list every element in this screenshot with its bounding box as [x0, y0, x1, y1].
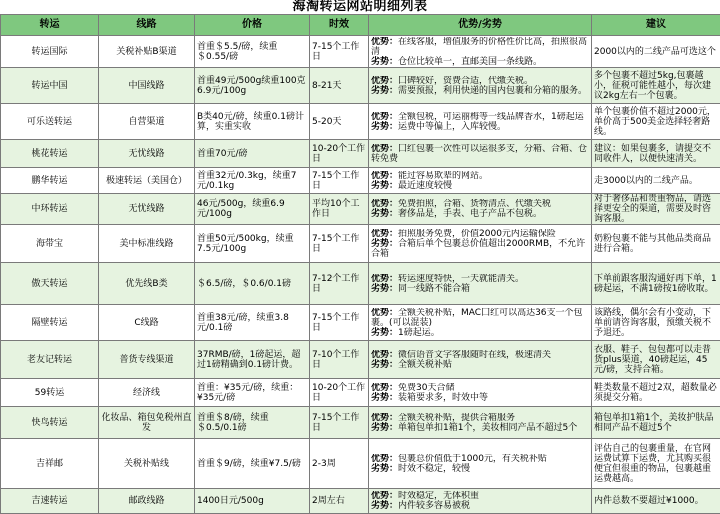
pros-line [371, 112, 589, 122]
cell-price: 46元/500g，续重6.9元/100g [195, 194, 310, 225]
cell-name: 可乐送转运 [1, 104, 99, 140]
table-row [1, 341, 720, 379]
cell-advice: 内件总数不要超过¥1000。 [592, 489, 720, 514]
cell-time: 8-21天 [310, 68, 369, 104]
cell-pros-cons [369, 341, 592, 379]
cons-text: 时效不稳定，较慢 [398, 464, 470, 474]
cons-line [371, 239, 589, 259]
pros-label: 优势： [371, 350, 398, 360]
cell-line: C线路 [99, 305, 195, 341]
cell-pros-cons [369, 379, 592, 407]
table-row [1, 263, 720, 305]
cell-line: 无忧线路 [99, 140, 195, 168]
cell-name: 桃花转运 [1, 140, 99, 168]
cell-pros-cons [369, 194, 592, 225]
cell-price: 首重32元/0.3kg，续重7元/0.1kg [195, 168, 310, 194]
pros-cons-wrap [371, 144, 589, 164]
page-title: 海淘转运网站明细列表 [0, 0, 720, 14]
cell-price: 1400日元/500g [195, 489, 310, 514]
cell-price: 首重＄9/磅，续重¥7.5/磅 [195, 439, 310, 489]
cell-price: 首重＄5.5/磅，续重＄0.55/磅 [195, 36, 310, 68]
pros-label: 优势： [371, 112, 398, 122]
cell-name: 转运国际 [1, 36, 99, 68]
cell-line: 优先线B类 [99, 263, 195, 305]
cons-label: 劣势： [371, 86, 398, 96]
cell-name: 隔壁转运 [1, 305, 99, 341]
cons-text: 全额关税补贴 [398, 360, 452, 370]
pros-label: 优势： [371, 144, 398, 154]
pros-label: 优势： [371, 229, 398, 239]
pros-cons-wrap [371, 454, 589, 474]
pros-text: 在线客服，增值服务的价格性价比高，拍照很高清 [371, 37, 587, 57]
cell-advice: 2000以内的二线产品可选这个 [592, 36, 720, 68]
cell-price: 首重＄8/磅，续重＄0.5/0.1磅 [195, 407, 310, 439]
cons-line [371, 181, 589, 191]
cons-line [371, 86, 589, 96]
cell-time: 7-15个工作日 [310, 36, 369, 68]
cell-line: 关税补贴线 [99, 439, 195, 489]
cell-advice: 建议：如果包裹多，请提交不同收件人，以便快速清关。 [592, 140, 720, 168]
cell-pros-cons [369, 68, 592, 104]
cell-advice: 对于奢侈品和贵重物品，请选择更安全的渠道，需要及时咨询客服。 [592, 194, 720, 225]
header-name: 转运 [1, 15, 99, 36]
cell-pros-cons [369, 263, 592, 305]
pros-text: 囗碑较好，资费合适，代缴关税。 [398, 76, 533, 86]
pros-line [371, 454, 589, 464]
cell-name: 转运中国 [1, 68, 99, 104]
cons-line [371, 328, 589, 338]
pros-line [371, 413, 589, 423]
cons-text: 内件较多容易被税 [398, 501, 470, 511]
table-row [1, 36, 720, 68]
cons-text: 最近速度较慢 [398, 181, 452, 191]
pros-text: 免费拍照，合箱、货物清点、代缴关税 [398, 199, 551, 209]
pros-label: 优势： [371, 199, 398, 209]
cons-label: 劣势： [371, 464, 398, 474]
cell-pros-cons [369, 168, 592, 194]
cons-text: 合箱后单个包裹总价值超出2000RMB，不允许合箱 [371, 239, 585, 259]
cons-text: 同一线路不能合箱 [398, 284, 470, 294]
cons-label: 劣势： [371, 423, 398, 433]
cell-price: 首重：¥35元/磅，续重：¥35元/磅 [195, 379, 310, 407]
cons-label: 劣势： [371, 122, 398, 132]
pros-text: 时效稳定，无体积重 [398, 491, 479, 501]
pros-label: 优势： [371, 171, 398, 181]
table-row [1, 168, 720, 194]
header-time: 时效 [310, 15, 369, 36]
header-advice: 建议 [592, 15, 720, 36]
table-row [1, 407, 720, 439]
cell-price: 首重70元/磅 [195, 140, 310, 168]
cell-line: 中国线路 [99, 68, 195, 104]
pros-text: 全额关税补贴，提供合箱服务 [398, 413, 515, 423]
pros-text: 免费30天合储 [398, 383, 454, 393]
cons-label: 劣势： [371, 209, 398, 219]
pros-line [371, 383, 589, 393]
pros-text: 全额包税，可运丽梅等一线品牌香水，1磅起运 [398, 112, 584, 122]
pros-line [371, 229, 589, 239]
cell-pros-cons [369, 36, 592, 68]
cell-pros-cons [369, 439, 592, 489]
pros-cons-wrap [371, 229, 589, 259]
cell-name: 中环转运 [1, 194, 99, 225]
pros-line [371, 171, 589, 181]
cell-pros-cons [369, 305, 592, 341]
cell-advice: 下单前跟客服沟通好再下单，1磅起运，不满1磅按1磅收取。 [592, 263, 720, 305]
pros-cons-wrap [371, 383, 589, 403]
pros-line [371, 274, 589, 284]
cons-line [371, 122, 589, 132]
pros-label: 优势： [371, 76, 398, 86]
cell-line: 经济线 [99, 379, 195, 407]
pros-text: 全额关税补贴，MAC囗红可以高达36支一个包裹。(可以混装) [371, 308, 583, 328]
cons-line [371, 501, 589, 511]
cons-text: 装箱要求多，时效中等 [398, 393, 488, 403]
pros-text: 包裹总价值低于1000元，有关税补贴 [398, 454, 547, 464]
pros-line [371, 199, 589, 209]
cons-line [371, 284, 589, 294]
cons-label: 劣势： [371, 284, 398, 294]
pros-label: 优势： [371, 491, 398, 501]
cell-pros-cons [369, 140, 592, 168]
header-pros-cons: 优势/劣势 [369, 15, 592, 36]
cell-name: 老友记转运 [1, 341, 99, 379]
table-row [1, 439, 720, 489]
table-row [1, 379, 720, 407]
cell-advice: 衣服、鞋子、包包都可以走普货plus渠道，40磅起运，45元/磅，支持合箱。 [592, 341, 720, 379]
pros-label: 优势： [371, 454, 398, 464]
cell-advice: 多个包裹不超过5kg,包裹越小，征税可能性越小，每次建议2kg左右一个包裹。 [592, 68, 720, 104]
table-row [1, 104, 720, 140]
cell-line: 无忧线路 [99, 194, 195, 225]
table-row [1, 68, 720, 104]
cell-pros-cons [369, 104, 592, 140]
cell-price: 首重50元/500kg，续重7.5元/100g [195, 225, 310, 263]
cell-advice: 走3000以内的二线产品。 [592, 168, 720, 194]
pros-cons-wrap [371, 171, 589, 191]
header-row [1, 15, 720, 36]
pros-label: 优势： [371, 383, 398, 393]
cell-time: 7-15个工作日 [310, 225, 369, 263]
cell-name: 海带宝 [1, 225, 99, 263]
cons-label: 劣势： [371, 393, 398, 403]
pros-text: 拍照服务免费，价值2000元内运输保险 [398, 229, 556, 239]
table-row [1, 489, 720, 514]
table-row [1, 140, 720, 168]
cons-line [371, 57, 589, 67]
cell-line: 邮政线路 [99, 489, 195, 514]
cons-line [371, 360, 589, 370]
cell-pros-cons [369, 225, 592, 263]
cell-line: 美中标准线路 [99, 225, 195, 263]
table-row [1, 194, 720, 225]
cell-line: 普货专线渠道 [99, 341, 195, 379]
cell-time: 7-15个工作日 [310, 407, 369, 439]
cell-time: 2周左右 [310, 489, 369, 514]
pros-text: 能过容易欺辈的网站。 [398, 171, 488, 181]
cons-line [371, 209, 589, 219]
cell-time: 平均10个工作日 [310, 194, 369, 225]
cons-label: 劣势： [371, 501, 398, 511]
pros-cons-wrap [371, 76, 589, 96]
pros-cons-wrap [371, 350, 589, 370]
cell-advice: 评估自己的包裹重量，在官网运费试算下运费，尤其购买很便宜但很重的物品，包裹越重运费越高。 [592, 439, 720, 489]
cell-price: 首重38元/磅，续重3.8元/0.1磅 [195, 305, 310, 341]
cell-name: 快鸟转运 [1, 407, 99, 439]
cons-text: 运费中等偏上，入库较慢。 [398, 122, 506, 132]
cell-price: ＄6.5/磅，＄0.6/0.1磅 [195, 263, 310, 305]
cons-text: 单箱包单扣1箱1个，美妆相同产品不超过5个 [398, 423, 577, 433]
pros-cons-wrap [371, 112, 589, 132]
cell-advice: 鞋类数量不超过2双，超数量必须提交分箱。 [592, 379, 720, 407]
header-price: 价格 [195, 15, 310, 36]
pros-cons-wrap [371, 413, 589, 433]
cell-name: 吉速转运 [1, 489, 99, 514]
cell-time: 2-3周 [310, 439, 369, 489]
pros-label: 优势： [371, 37, 398, 47]
pros-label: 优势： [371, 413, 398, 423]
table-body [1, 36, 720, 514]
cell-line: 极速转运（美国仓） [99, 168, 195, 194]
cell-line: 化妆品、箱包免税州直发 [99, 407, 195, 439]
cell-time: 7-15个工作日 [310, 305, 369, 341]
cell-time: 7-10个工作日 [310, 341, 369, 379]
pros-line [371, 491, 589, 501]
pros-line [371, 76, 589, 86]
cons-label: 劣势： [371, 181, 398, 191]
pros-cons-wrap [371, 274, 589, 294]
cons-label: 劣势： [371, 360, 398, 370]
cons-line [371, 464, 589, 474]
pros-cons-wrap [371, 199, 589, 219]
pros-line [371, 350, 589, 360]
table-row [1, 225, 720, 263]
pros-text: 微信语音文字客服随时在线，极速清关 [398, 350, 551, 360]
pros-cons-wrap [371, 491, 589, 511]
cell-pros-cons [369, 407, 592, 439]
cell-time: 10-20个工作日 [310, 379, 369, 407]
pros-text: 转运速度特快，一天就能清关。 [398, 274, 524, 284]
cons-text: 1磅起运。 [398, 328, 440, 338]
cell-price: B类40元/磅，续重0.1磅计算，实重实收 [195, 104, 310, 140]
cell-line: 自营渠道 [99, 104, 195, 140]
pros-text: 囗红包裹一次性可以运很多支，分箱、合箱、仓转免费 [371, 144, 587, 164]
cell-name: 吉祥邮 [1, 439, 99, 489]
cell-name: 鹏华转运 [1, 168, 99, 194]
transfer-table [0, 14, 720, 514]
pros-cons-wrap [371, 37, 589, 67]
pros-line [371, 37, 589, 57]
pros-line [371, 308, 589, 328]
cons-label: 劣势： [371, 57, 398, 67]
cons-line [371, 423, 589, 433]
cons-text: 奢侈品是，手表、电子产品不包税。 [398, 209, 542, 219]
cell-name: 59转运 [1, 379, 99, 407]
cell-advice: 箱包单扣1箱1个，美妆护肤品相同产品不超过5个 [592, 407, 720, 439]
header-line: 线路 [99, 15, 195, 36]
table-row [1, 305, 720, 341]
cons-label: 劣势： [371, 328, 398, 338]
cell-time: 7-12个工作日 [310, 263, 369, 305]
pros-cons-wrap [371, 308, 589, 338]
cons-line [371, 393, 589, 403]
cons-text: 需要预报，利用快递的国内包裹和分箱的服务。 [398, 86, 587, 96]
pros-label: 优势： [371, 308, 398, 318]
cell-time: 5-20天 [310, 104, 369, 140]
cell-advice: 单个包裹价值不超过2000元，单价高于500美金选择轻奢路线。 [592, 104, 720, 140]
cell-time: 7-15个工作日 [310, 168, 369, 194]
cell-price: 首重49元/500g续重100克6.9元/100g [195, 68, 310, 104]
cell-line: 关税补贴B渠道 [99, 36, 195, 68]
pros-line [371, 144, 589, 164]
cell-name: 傲天转运 [1, 263, 99, 305]
cell-price: 37RMB/磅，1磅起运，超过1磅精确到0.1磅计费。 [195, 341, 310, 379]
cell-time: 10-20个工作日 [310, 140, 369, 168]
cell-pros-cons [369, 489, 592, 514]
cell-advice: 该路线，偶尔会有小变动，下单前请咨询客服，预缴关税不予退还。 [592, 305, 720, 341]
cell-advice: 奶粉包裹不能与其他品类商品进行合箱。 [592, 225, 720, 263]
cons-text: 仓位比较单一，直邮美国一条线路。 [398, 57, 542, 67]
cons-label: 劣势： [371, 239, 398, 249]
pros-label: 优势： [371, 274, 398, 284]
